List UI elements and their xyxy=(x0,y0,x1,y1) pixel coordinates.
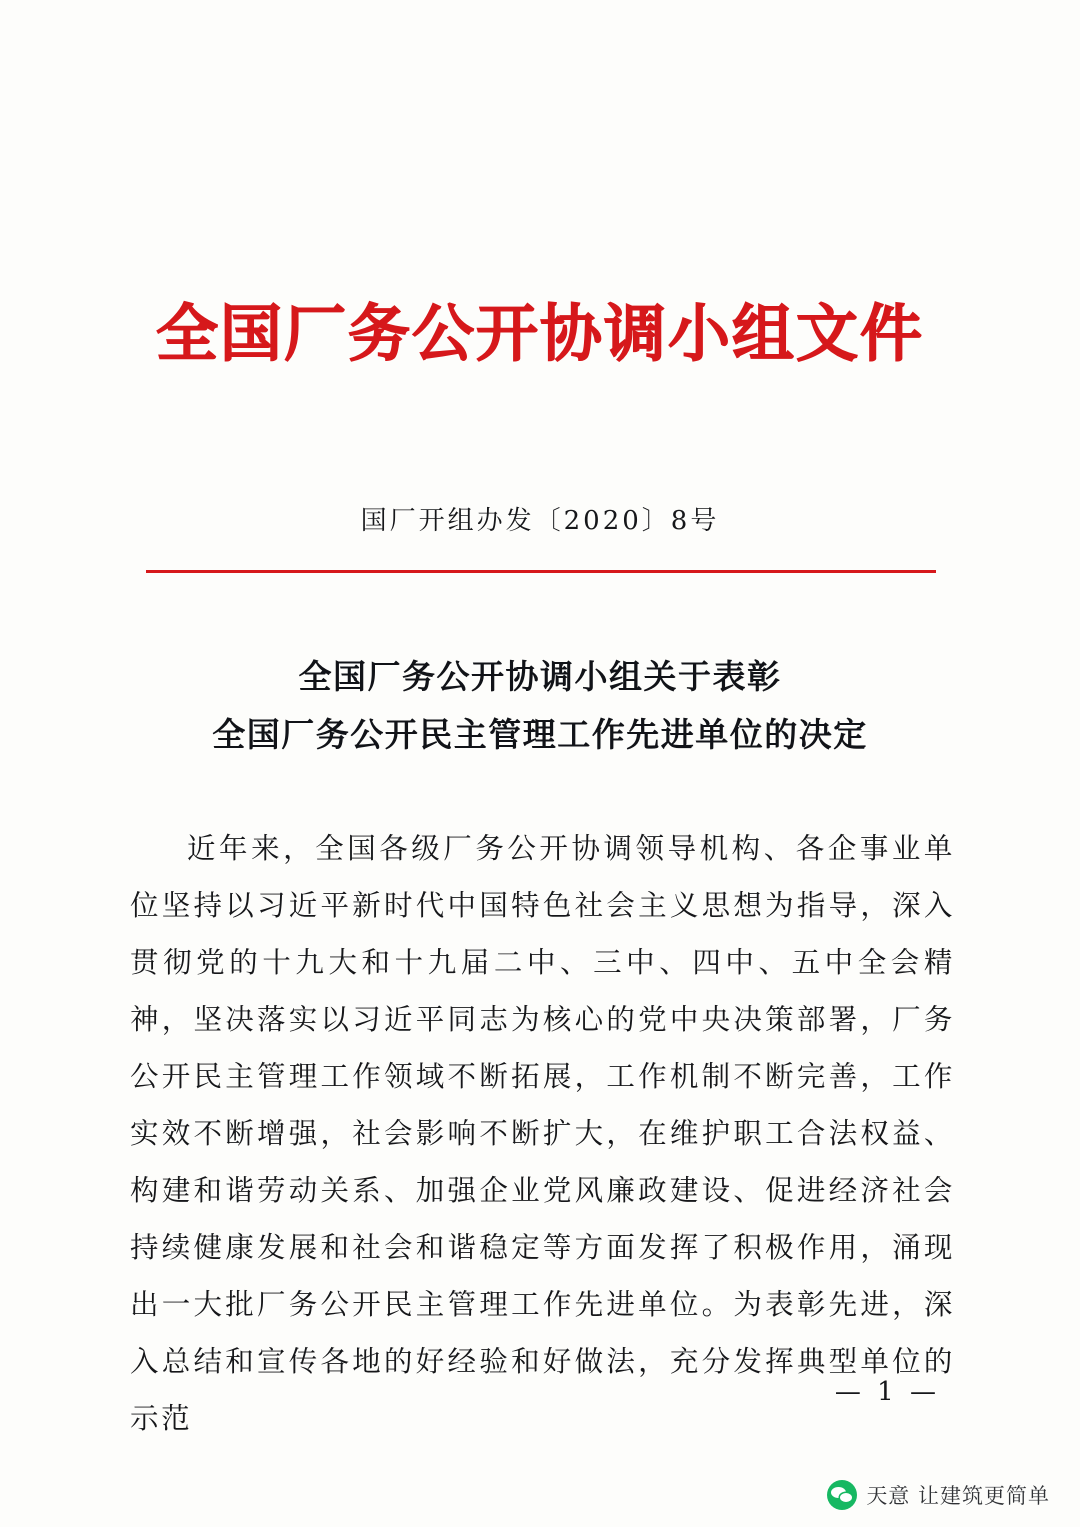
wechat-icon xyxy=(827,1480,857,1510)
body-paragraph-1: 近年来，全国各级厂务公开协调领导机构、各企事业单位坚持以习近平新时代中国特色社会主义思想为指导，深入贯彻党的十九大和十九届二中、三中、四中、五中全会精神，坚决落实以习近平同志为核心的党中央决策部署，厂务公开民主管理工作领域不断拓展，工作机制不断完善，工作实效不断增强，社会影响不断扩大，在维护职工合法权益、构建和谐劳动关系、加强企业党风廉政建设、促进经济社会持续健康发展和社会和谐稳定等方面发挥了积极作用，涌现出一大批厂务公开民主管理工作先进单位。为表彰先进，深入总结和宣传各地的好经验和好做法，充分发挥典型单位的示范 xyxy=(130,832,955,1435)
watermark-badge xyxy=(817,1473,1062,1517)
title-line-2: 全国厂务公开民主管理工作先进单位的决定 xyxy=(212,714,868,754)
masthead xyxy=(0,297,1080,370)
body-text xyxy=(130,820,955,1447)
red-divider-rule xyxy=(146,570,936,573)
document-number: 国厂开组办发〔2020〕8号 xyxy=(360,506,720,536)
masthead-title: 全国厂务公开协调小组文件 xyxy=(155,297,924,370)
title-line-1: 全国厂务公开协调小组关于表彰 xyxy=(298,657,782,696)
watermark-label: 天意 让建筑更简单 xyxy=(866,1484,1050,1508)
page-title xyxy=(0,648,1080,764)
page-number: — 1 — xyxy=(834,1377,940,1407)
